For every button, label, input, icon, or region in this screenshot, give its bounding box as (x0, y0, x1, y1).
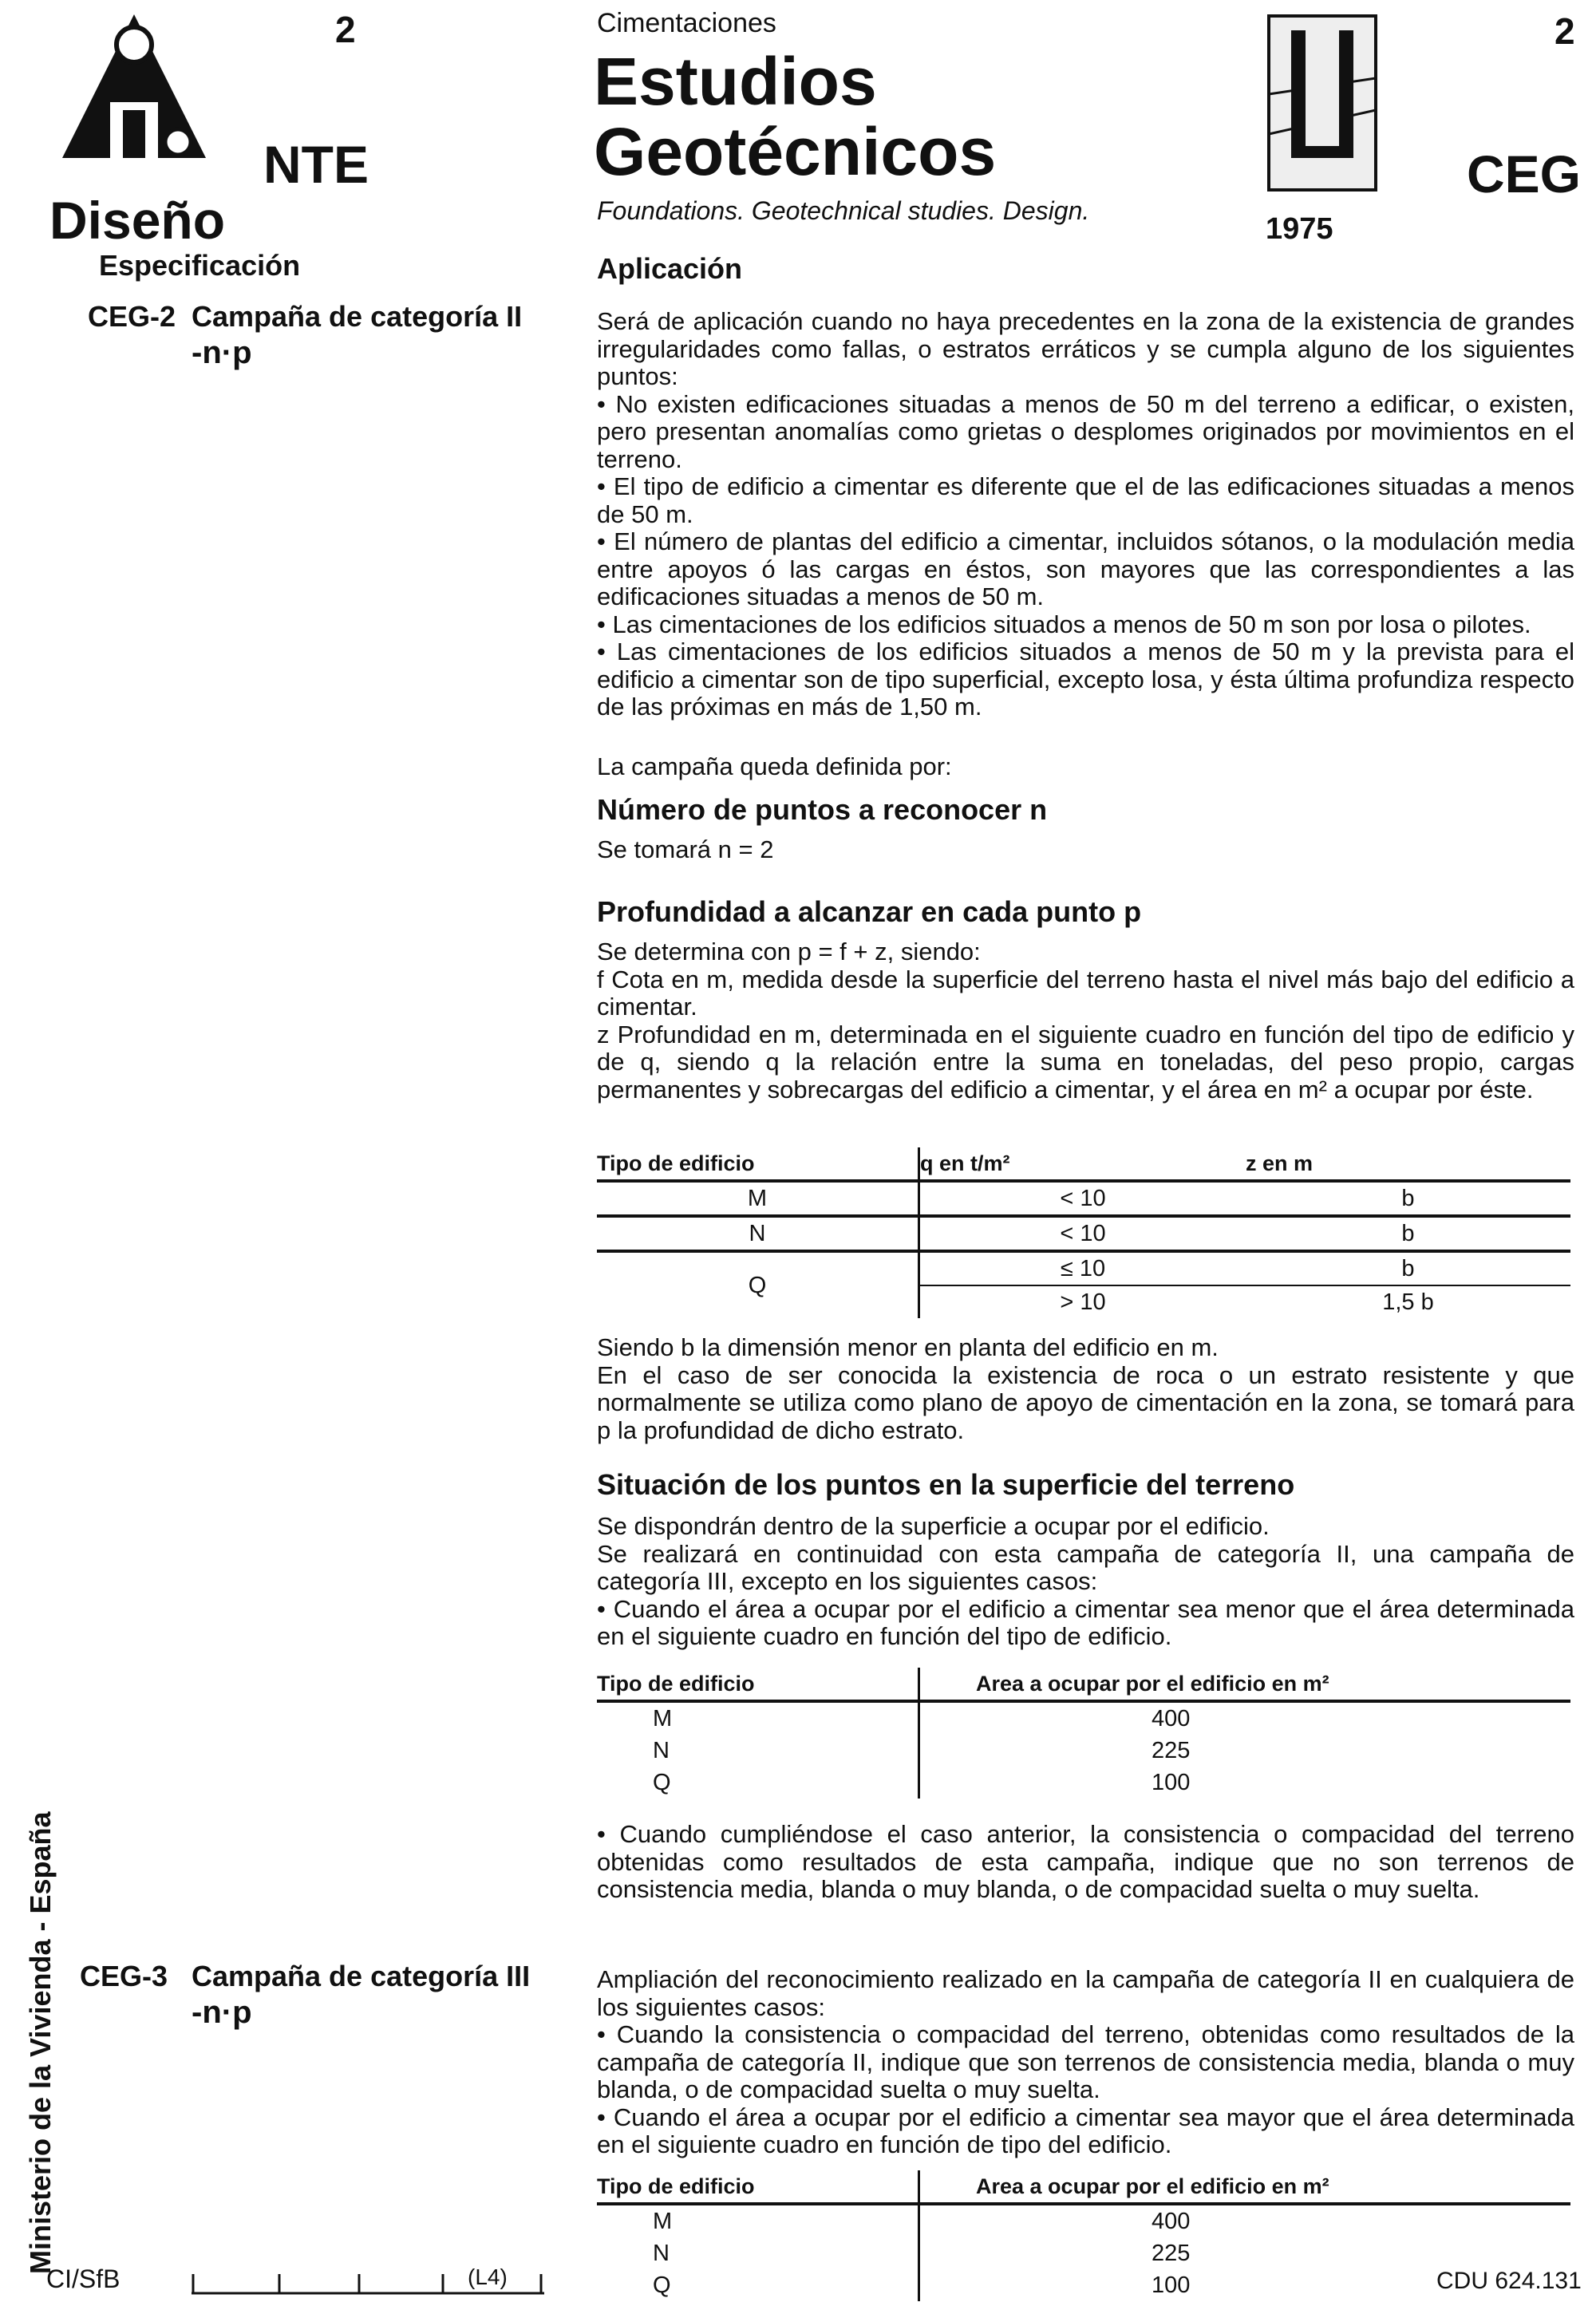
ruler-label: (L4) (468, 2264, 508, 2289)
cdu-label: CDU 624.131 (1436, 2268, 1582, 2294)
ampliacion-text: Ampliación del reconocimiento realizado en la campaña de categoría II en cualquiera de los siguientes casos: • Cuando la consistencia o compacidad del terreno, obtenidas como resultados de la campaña de categoría II, indique que son terrenos de consistencia media, blanda o muy blanda, o de compacidad suelta o muy suelta. • Cuando el área a ocupar por el edificio a cimentar sea mayor que el área determinada en el siguiente cuadro en función de tipo del edificio. (597, 1965, 1574, 2158)
ministerio-vertical: Ministerio de la Vivienda - España (24, 1811, 57, 2274)
page-number-right: 2 (1555, 10, 1575, 52)
section-title-ceg2: Campaña de categoría II (192, 300, 523, 333)
table-row: Q 100 (597, 2269, 1570, 2301)
aplicacion-heading: Aplicación (597, 252, 743, 285)
cuando-text: • Cuando cumpliéndose el caso anterior, la consistencia o compacidad del terreno obtenidas como resultados de esta campaña, indique que no son terrenos de consistencia media, blanda o muy blanda, o de compacidad suelta o muy suelta. (597, 1820, 1574, 1903)
table-row: M < 10 b (597, 1181, 1570, 1216)
table-row: M 400 (597, 2204, 1570, 2237)
table-row: > 10 1,5 b (597, 1285, 1570, 1318)
nte-label: NTE (263, 135, 369, 194)
foundation-pictogram-icon (1267, 14, 1377, 192)
table-row: N 225 (597, 2237, 1570, 2269)
table-row: N 225 (597, 1735, 1570, 1767)
table-header: Tipo de edificio (597, 1151, 755, 1175)
profundidad-text: Se determina con p = f + z, siendo: f Cota en m, medida desde la superficie del terreno hasta el nivel más bajo del edificio a cimentar. z Profundidad en m, determinada en el siguiente cuadro en función del tipo de edificio y de q, siendo q la relación entre la suma en toneladas, del peso propio, cargas permanentes y sobrecargas del edificio a cimentar, y el área en m² a ocupar por éste. (597, 938, 1574, 1104)
campana-definida: La campaña queda definida por: (597, 752, 952, 780)
nte-logo (54, 6, 214, 166)
section-np-ceg2: -n·p (192, 335, 252, 370)
area-table-2 (597, 2170, 1570, 2301)
code-label: CEG (1467, 144, 1582, 203)
numero-text: Se tomará n = 2 (597, 835, 774, 863)
cifsb-label: CI/SfB (46, 2264, 120, 2293)
depth-table (597, 1147, 1570, 1318)
area-table-1 (597, 1668, 1570, 1799)
section-np-ceg3: -n·p (192, 1995, 252, 2030)
numero-heading: Número de puntos a reconocer n (597, 793, 1048, 826)
category-label: Cimentaciones (597, 8, 776, 38)
table-header: Area a ocupar por el edificio en m² (919, 2170, 1571, 2204)
section-title-ceg3: Campaña de categoría III (192, 1960, 531, 1992)
siendo-text: Siendo b la dimensión menor en planta del edificio en m. En el caso de ser conocida la existencia de roca o un estrato resistente y que normalmente se utiliza como plano de apoyo de cimentación en la zona, se tomará para p la profundidad de dicho estrato. (597, 1333, 1574, 1444)
especificacion-label: Especificación (99, 249, 301, 282)
table-header: Tipo de edificio (597, 1671, 755, 1696)
situacion-text: Se dispondrán dentro de la superficie a ocupar por el edificio. Se realizará en continuidad con esta campaña de categoría II, una campaña de categoría III, excepto en los siguientes casos: • Cuando el área a ocupar por el edificio a cimentar sea menor que el área determinada en el siguiente cuadro en función del tipo de edificio. (597, 1512, 1574, 1650)
page-number-left: 2 (335, 9, 356, 50)
section-code-ceg2: CEG-2 (88, 300, 176, 333)
page-subtitle: Foundations. Geotechnical studies. Design. (597, 196, 1090, 225)
table-row: N < 10 b (597, 1216, 1570, 1251)
table-row: Q ≤ 10 b (597, 1251, 1570, 1285)
table-header: Area a ocupar por el edificio en m² (919, 1668, 1571, 1701)
page-title: Estudios Geotécnicos (594, 44, 997, 189)
table-header: Tipo de edificio (597, 2174, 755, 2198)
situacion-heading: Situación de los puntos en la superficie del terreno (597, 1468, 1295, 1501)
table-row: M 400 (597, 1701, 1570, 1735)
section-code-ceg3: CEG-3 (80, 1960, 168, 1992)
profundidad-heading: Profundidad a alcanzar en cada punto p (597, 895, 1142, 928)
table-header: q en t/m² (919, 1147, 1246, 1181)
table-row: Q 100 (597, 1767, 1570, 1799)
aplicacion-text: Será de aplicación cuando no haya precedentes en la zona de la existencia de grandes irregularidades como fallas, o estratos erráticos y se cumpla alguno de los siguientes puntos: • No existen edificaciones situadas a menos de 50 m del terreno a edificar, o existen, pero presentan anomalías como grietas o desplomes originados por movimientos en el terreno. • El tipo de edificio a cimentar es diferente que el de las edificaciones situadas a menos de 50 m. • El número de plantas del edificio a cimentar, incluidos sótanos, o la modulación media entre apoyos ó las cargas en éstos, son mayores que las correspondientes a las edificaciones situadas a menos de 50 m. • Las cimentaciones de los edificios situados a menos de 50 m son por losa o pilotes. • Las cimentaciones de los edificios situados a menos de 50 m y la prevista para el edificio a cimentar son de tipo superficial, excepto losa, y ésta última profundiza respecto de las próximas en más de 1,50 m. (597, 307, 1574, 721)
table-header: z en m (1246, 1151, 1314, 1175)
year-label: 1975 (1266, 212, 1333, 246)
diseno-heading: Diseño (49, 191, 226, 250)
